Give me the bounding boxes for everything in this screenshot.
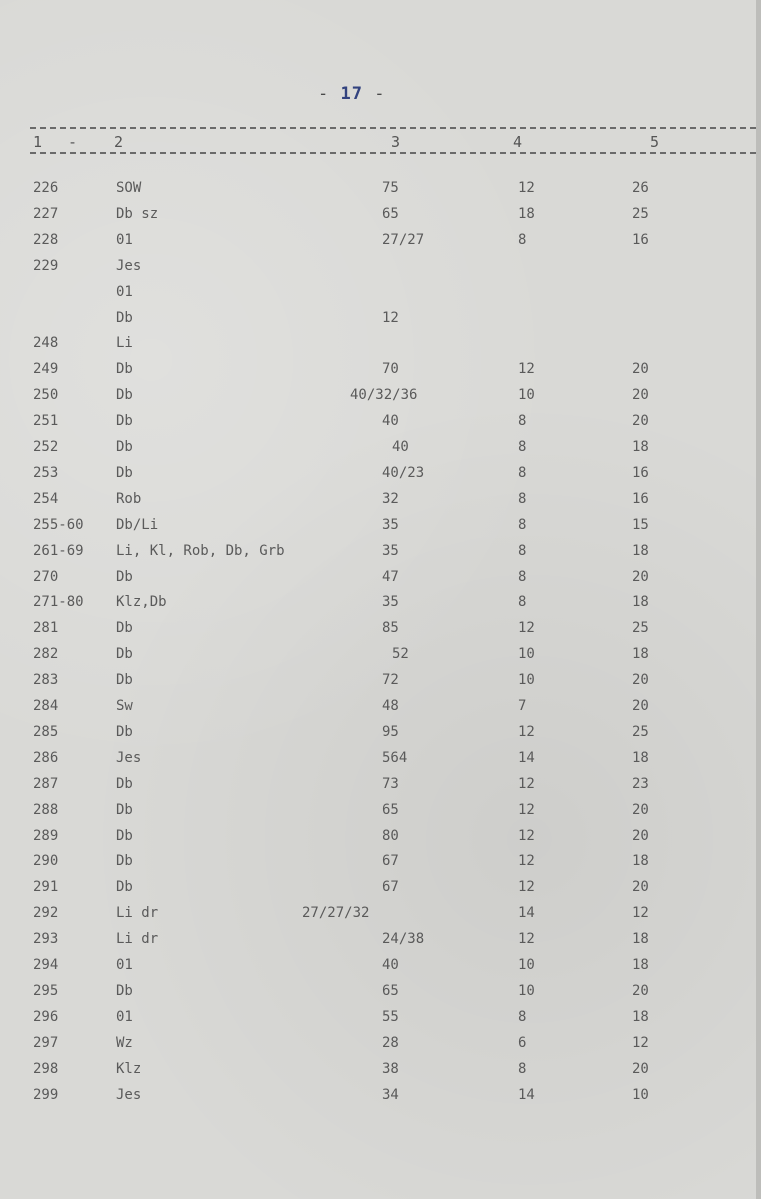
cell-c2: Db (116, 413, 133, 430)
cell-c4: 8 (518, 464, 527, 481)
table-row (0, 258, 756, 280)
header-rule-bottom (30, 152, 756, 154)
cell-c5: 15 (632, 516, 649, 533)
cell-c3: 67 (382, 879, 399, 896)
table-row (0, 750, 756, 772)
table-row (0, 387, 756, 409)
cell-c3: 40 (392, 439, 409, 455)
table-row (0, 465, 756, 487)
cell-c5: 20 (632, 672, 649, 689)
cell-c3: 34 (382, 1086, 399, 1103)
table-row (0, 957, 756, 979)
cell-c2: Db (116, 827, 133, 844)
cell-c4: 8 (518, 594, 527, 611)
cell-c5: 20 (632, 982, 649, 999)
cell-c4: 8 (518, 439, 527, 455)
cell-c4: 8 (518, 542, 527, 559)
page-number-suffix: - (362, 84, 386, 104)
cell-c2: Li, Kl, Rob, Db, Grb (116, 542, 285, 559)
cell-c1: 227 (33, 205, 59, 222)
table-row (0, 646, 756, 668)
cell-c4: 8 (518, 1008, 527, 1025)
cell-c2: Rob (116, 490, 142, 507)
cell-c2: Db (116, 361, 133, 378)
table-row (0, 853, 756, 875)
header-col-3: 3 (391, 133, 401, 151)
cell-c2: Wz (116, 1034, 133, 1051)
cell-c4: 8 (518, 568, 527, 585)
cell-c4: 18 (518, 205, 535, 222)
table-row (0, 1035, 756, 1057)
cell-c2: Jes (116, 257, 142, 274)
cell-c4: 10 (518, 646, 535, 663)
cell-c3: 38 (382, 1060, 399, 1077)
cell-c3: 35 (382, 594, 399, 611)
cell-c3: 35 (382, 542, 399, 559)
cell-c1: 293 (33, 931, 59, 948)
table-row (0, 413, 756, 435)
table-row (0, 206, 756, 228)
cell-c4: 12 (518, 620, 535, 637)
cell-c3: 40 (382, 413, 399, 430)
cell-c5: 16 (632, 231, 649, 248)
cell-c4: 10 (518, 387, 535, 404)
table-row (0, 698, 756, 720)
cell-c3: 27/27/32 (302, 905, 370, 922)
header-col-2: 2 (114, 133, 124, 151)
cell-c3: 70 (382, 361, 399, 378)
cell-c5: 18 (632, 439, 649, 455)
cell-c3: 67 (382, 853, 399, 870)
cell-c4: 12 (518, 723, 535, 740)
cell-c3: 65 (382, 801, 399, 818)
cell-c5: 18 (632, 749, 649, 766)
cell-c2: Db (116, 387, 133, 404)
cell-c1: 255-60 (33, 516, 84, 533)
cell-c2: Db (116, 775, 133, 792)
table-row (0, 802, 756, 824)
cell-c5: 20 (632, 801, 649, 818)
cell-c1: 283 (33, 672, 59, 689)
cell-c5: 20 (632, 387, 649, 404)
cell-c4: 12 (518, 361, 535, 378)
cell-c1: 295 (33, 982, 59, 999)
cell-c1: 228 (33, 231, 59, 248)
cell-c2: 01 (116, 283, 133, 300)
cell-c2: 01 (116, 231, 133, 248)
cell-c1: 285 (33, 723, 59, 740)
cell-c1: 248 (33, 335, 59, 352)
cell-c3: 27/27 (382, 231, 425, 248)
cell-c5: 12 (632, 905, 649, 922)
cell-c2: Li dr (116, 931, 159, 948)
cell-c1: 296 (33, 1008, 59, 1025)
cell-c2: Klz (116, 1060, 142, 1077)
cell-c5: 25 (632, 620, 649, 637)
cell-c4: 10 (518, 672, 535, 689)
cell-c3: 73 (382, 775, 399, 792)
table-row (0, 1087, 756, 1109)
cell-c1: 292 (33, 905, 59, 922)
cell-c5: 18 (632, 646, 649, 663)
cell-c5: 18 (632, 542, 649, 559)
header-col-5: 5 (650, 133, 660, 151)
cell-c5: 18 (632, 957, 649, 973)
cell-c4: 7 (518, 698, 527, 714)
cell-c3: 40/23 (382, 464, 425, 481)
cell-c2: Db (116, 439, 133, 455)
cell-c4: 10 (518, 957, 535, 973)
cell-c1: 261-69 (33, 542, 84, 559)
table-row (0, 905, 756, 927)
header-col-4: 4 (513, 133, 523, 151)
cell-c5: 18 (632, 594, 649, 611)
cell-c3: 80 (382, 827, 399, 844)
cell-c5: 23 (632, 775, 649, 792)
cell-c4: 8 (518, 231, 527, 248)
table-row (0, 879, 756, 901)
cell-c1: 282 (33, 646, 59, 663)
table-row (0, 335, 756, 357)
cell-c2: 01 (116, 957, 133, 973)
cell-c4: 12 (518, 801, 535, 818)
cell-c4: 12 (518, 853, 535, 870)
table-row (0, 517, 756, 539)
cell-c2: Db (116, 879, 133, 896)
cell-c3: 48 (382, 698, 399, 714)
cell-c5: 26 (632, 180, 649, 196)
cell-c5: 18 (632, 1008, 649, 1025)
cell-c5: 18 (632, 931, 649, 948)
cell-c3: 24/38 (382, 931, 425, 948)
cell-c1: 298 (33, 1060, 59, 1077)
cell-c2: Db (116, 801, 133, 818)
cell-c3: 55 (382, 1008, 399, 1025)
cell-c3: 95 (382, 723, 399, 740)
cell-c5: 20 (632, 698, 649, 714)
cell-c5: 20 (632, 879, 649, 896)
table-row (0, 491, 756, 513)
cell-c2: Db (116, 568, 133, 585)
cell-c1: 270 (33, 568, 59, 585)
header-col-1: 1 (33, 133, 43, 151)
cell-c1: 252 (33, 439, 59, 455)
cell-c1: 284 (33, 698, 59, 714)
cell-c4: 8 (518, 1060, 527, 1077)
cell-c4: 14 (518, 749, 535, 766)
cell-c2: Db/Li (116, 516, 159, 533)
page-edge (756, 0, 761, 1199)
table-row (0, 284, 756, 306)
cell-c3: 12 (382, 309, 399, 326)
cell-c3: 40/32/36 (350, 387, 418, 404)
table-row (0, 983, 756, 1005)
table-row (0, 310, 756, 332)
cell-c3: 85 (382, 620, 399, 637)
page-number (318, 84, 385, 104)
cell-c1: 253 (33, 464, 59, 481)
cell-c2: Db (116, 982, 133, 999)
cell-c1: 229 (33, 257, 59, 274)
cell-c3: 564 (382, 749, 408, 766)
cell-c2: Klz,Db (116, 594, 167, 611)
cell-c2: Li (116, 335, 133, 352)
table-row (0, 672, 756, 694)
cell-c4: 14 (518, 905, 535, 922)
cell-c1: 287 (33, 775, 59, 792)
cell-c5: 16 (632, 490, 649, 507)
cell-c3: 35 (382, 516, 399, 533)
cell-c1: 288 (33, 801, 59, 818)
cell-c5: 10 (632, 1086, 649, 1103)
cell-c5: 20 (632, 1060, 649, 1077)
cell-c2: Jes (116, 1086, 142, 1103)
cell-c1: 271-80 (33, 594, 84, 611)
cell-c1: 254 (33, 490, 59, 507)
cell-c2: Db (116, 672, 133, 689)
table-row (0, 361, 756, 383)
cell-c4: 12 (518, 931, 535, 948)
cell-c4: 8 (518, 516, 527, 533)
table-row (0, 594, 756, 616)
cell-c5: 12 (632, 1034, 649, 1051)
cell-c3: 65 (382, 205, 399, 222)
cell-c5: 18 (632, 853, 649, 870)
cell-c5: 16 (632, 464, 649, 481)
cell-c3: 75 (382, 180, 399, 196)
cell-c4: 12 (518, 879, 535, 896)
cell-c2: Db (116, 646, 133, 663)
cell-c4: 12 (518, 827, 535, 844)
cell-c2: Db (116, 309, 133, 326)
cell-c5: 25 (632, 205, 649, 222)
cell-c1: 251 (33, 413, 59, 430)
cell-c5: 20 (632, 827, 649, 844)
cell-c1: 289 (33, 827, 59, 844)
table-row (0, 439, 756, 461)
cell-c3: 72 (382, 672, 399, 689)
cell-c2: Db sz (116, 205, 159, 222)
cell-c4: 8 (518, 490, 527, 507)
cell-c2: Li dr (116, 905, 159, 922)
cell-c4: 14 (518, 1086, 535, 1103)
cell-c1: 226 (33, 180, 59, 196)
cell-c1: 250 (33, 387, 59, 404)
cell-c4: 8 (518, 413, 527, 430)
cell-c3: 47 (382, 568, 399, 585)
cell-c3: 65 (382, 982, 399, 999)
cell-c1: 291 (33, 879, 59, 896)
header-separator: - (68, 133, 78, 151)
cell-c4: 12 (518, 775, 535, 792)
cell-c2: Db (116, 620, 133, 637)
cell-c2: SOW (116, 180, 142, 196)
table-row (0, 232, 756, 254)
cell-c3: 40 (382, 957, 399, 973)
page-number-value: 17 (340, 84, 363, 104)
cell-c3: 28 (382, 1034, 399, 1051)
header-rule-top (30, 127, 756, 129)
cell-c1: 290 (33, 853, 59, 870)
cell-c2: Sw (116, 698, 133, 714)
page-number-prefix: - (318, 84, 341, 104)
table-row (0, 724, 756, 746)
cell-c1: 249 (33, 361, 59, 378)
cell-c5: 20 (632, 568, 649, 585)
cell-c3: 32 (382, 490, 399, 507)
table-row (0, 776, 756, 798)
table-row (0, 543, 756, 565)
cell-c3: 52 (392, 646, 409, 663)
cell-c5: 20 (632, 361, 649, 378)
table-row (0, 1061, 756, 1083)
cell-c2: Db (116, 464, 133, 481)
cell-c5: 20 (632, 413, 649, 430)
table-row (0, 180, 756, 202)
cell-c2: Db (116, 723, 133, 740)
table-row (0, 828, 756, 850)
cell-c1: 299 (33, 1086, 59, 1103)
cell-c1: 297 (33, 1034, 59, 1051)
cell-c4: 10 (518, 982, 535, 999)
cell-c4: 12 (518, 180, 535, 196)
cell-c1: 281 (33, 620, 59, 637)
cell-c1: 294 (33, 957, 59, 973)
cell-c4: 6 (518, 1034, 527, 1051)
cell-c5: 25 (632, 723, 649, 740)
table-row (0, 569, 756, 591)
cell-c2: Jes (116, 749, 142, 766)
table-row (0, 620, 756, 642)
cell-c2: Db (116, 853, 133, 870)
cell-c1: 286 (33, 749, 59, 766)
cell-c2: 01 (116, 1008, 133, 1025)
table-row (0, 1009, 756, 1031)
table-row (0, 931, 756, 953)
